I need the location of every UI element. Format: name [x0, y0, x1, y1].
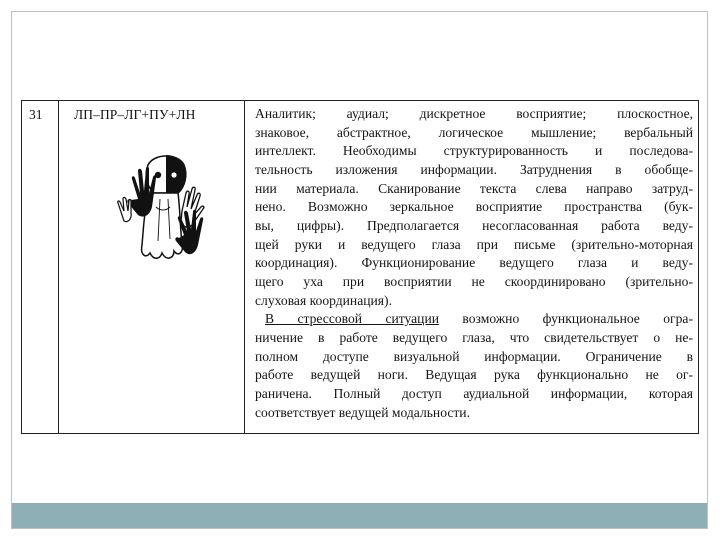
stress-line-rest: возможно функциональное огра- [439, 311, 693, 327]
row-number: 31 [29, 107, 43, 122]
description-line: интеллект. Необходимы структурированность и последова- [255, 143, 693, 159]
slide-footer-band [12, 503, 707, 528]
description-line: нено. Возможно зеркальное восприятие пространства (бук- [255, 199, 693, 215]
profile-formula: ЛП–ПР–ЛГ+ПУ+ЛН [74, 107, 196, 122]
description-line: нии материала. Сканирование текста слева направо затруд- [255, 180, 693, 196]
description-line: щего уха при восприятии не скоординировано (зрительно- [255, 273, 693, 289]
stress-line: раничена. Полный доступ аудиальной информации, которая [255, 385, 693, 401]
stress-line [255, 310, 693, 329]
stress-line: работе ведущей ноги. Ведущая рука функционально не ог- [255, 367, 693, 383]
profile-description [255, 105, 693, 422]
description-line: Аналитик; аудиал; дискретное восприятие; плоскостное, [255, 106, 693, 121]
stress-line: полном доступе визуальной информации. Ограничение в [255, 348, 693, 364]
column-divider [58, 101, 59, 433]
brain-hands-figure-icon [108, 149, 218, 271]
description-line: тельность изложения информации. Затруднения в обобще- [255, 161, 693, 177]
column-divider [244, 101, 245, 433]
stress-line: соответствует ведущей модальности. [255, 404, 470, 420]
description-line: щей руки и ведущего глаза при письме (зрительно-моторная [255, 236, 693, 252]
description-line: слуховая координация). [255, 292, 392, 308]
description-line: вы, цифры). Предполагается несогласованная работа веду- [255, 217, 693, 233]
description-line: знаковое, абстрактное, логическое мышление; вербальный [255, 124, 693, 140]
profile-table [21, 100, 699, 434]
stress-line: ничение в работе ведущего глаза, что свидетельствует о не- [255, 329, 693, 345]
stress-heading: В стрессовой ситуации [265, 311, 440, 327]
description-line: координация). Функционирование ведущего глаза и веду- [255, 255, 693, 271]
